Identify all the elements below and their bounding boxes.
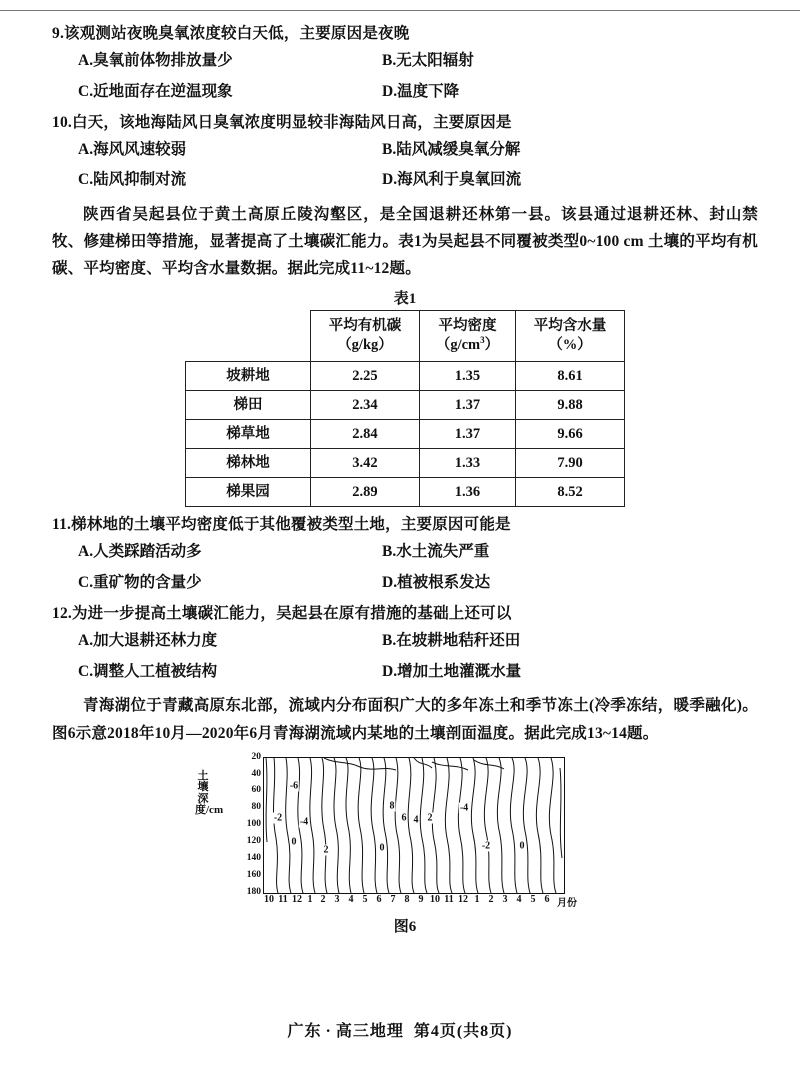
x-tick: 11 — [278, 893, 288, 905]
table-row-name: 梯林地 — [186, 448, 311, 477]
y-tick: 160 — [246, 869, 261, 880]
table-row — [186, 361, 625, 390]
contour-label: -2 — [481, 840, 491, 852]
x-tick: 6 — [544, 893, 550, 905]
question-10-option-d[interactable]: D.海风利于臭氧回流 — [382, 171, 522, 189]
question-12-option-c[interactable]: C.调整人工植被结构 — [78, 662, 218, 680]
footer-page-number: 第4页(共8页) — [413, 1023, 513, 1040]
contour-label: 8 — [389, 800, 395, 812]
table-row-name: 梯田 — [186, 390, 311, 419]
table-corner-cell — [186, 310, 311, 361]
question-11-option-d[interactable]: D.植被根系发达 — [382, 574, 491, 592]
table-cell-carbon: 3.42 — [311, 448, 420, 477]
x-tick: 12 — [292, 893, 302, 905]
y-tick: 20 — [251, 751, 261, 762]
table-1 — [185, 310, 625, 508]
x-tick: 5 — [530, 893, 536, 905]
contour-label: -2 — [273, 812, 283, 824]
question-12-option-b[interactable]: B.在坡耕地秸秆还田 — [382, 631, 521, 649]
table-cell-carbon: 2.89 — [311, 478, 420, 507]
x-tick: 3 — [502, 893, 508, 905]
table-cell-density: 1.36 — [419, 478, 515, 507]
table-row-name: 梯草地 — [186, 419, 311, 448]
table-header-row — [186, 310, 625, 361]
question-9-option-b[interactable]: B.无太阳辐射 — [382, 52, 474, 70]
table-cell-carbon: 2.25 — [311, 361, 420, 390]
table-row — [186, 478, 625, 507]
question-11-option-b[interactable]: B.水土流失严重 — [382, 543, 490, 561]
table-row-name: 梯果园 — [186, 478, 311, 507]
contour-label: 0 — [379, 842, 385, 854]
question-10-option-b[interactable]: B.陆风减缓臭氧分解 — [382, 140, 521, 158]
table-row — [186, 448, 625, 477]
figure-6 — [195, 753, 615, 936]
table-cell-density: 1.35 — [419, 361, 515, 390]
x-tick: 1 — [474, 893, 480, 905]
contour-label: 2 — [427, 812, 433, 824]
contour-label: -4 — [299, 816, 309, 828]
question-11-option-a[interactable]: A.人类踩踏活动多 — [78, 543, 202, 561]
x-tick: 9 — [418, 893, 424, 905]
figure-6-plot — [263, 757, 565, 894]
table-cell-density: 1.37 — [419, 390, 515, 419]
table-header-density-line2: （g/cm — [435, 337, 481, 353]
table-cell-water: 8.61 — [516, 361, 625, 390]
x-tick: 2 — [320, 893, 326, 905]
table-header-density-sup: 3 — [480, 335, 485, 346]
question-12-option-a[interactable]: A.加大退耕还林力度 — [78, 631, 218, 649]
question-12-option-d[interactable]: D.增加土地灌溉水量 — [382, 662, 522, 680]
table-header-density — [419, 310, 515, 361]
table-cell-carbon: 2.84 — [311, 419, 420, 448]
x-tick: 10 — [430, 893, 440, 905]
x-tick: 5 — [362, 893, 368, 905]
question-11-options-row1 — [52, 540, 758, 565]
table-header-density-line1: 平均密度 — [438, 318, 497, 335]
footer-subject: 高三地理 — [335, 1023, 404, 1040]
y-tick: 140 — [246, 852, 261, 863]
question-9-option-d[interactable]: D.温度下降 — [382, 82, 460, 100]
contour-label: 0 — [519, 840, 525, 852]
x-tick: 3 — [334, 893, 340, 905]
y-tick: 120 — [246, 836, 261, 847]
contour-label: 4 — [413, 814, 419, 826]
figure-6-y-axis-label: 土壤深度/cm — [195, 769, 224, 817]
question-11-options-row2 — [52, 571, 758, 596]
x-tick: 12 — [458, 893, 468, 905]
question-9-stem: 9.该观测站夜晚臭氧浓度较白天低，主要原因是夜晚 — [52, 25, 410, 42]
y-tick: 180 — [246, 886, 261, 897]
question-10-option-a[interactable]: A.海风风速较弱 — [78, 140, 187, 158]
table-cell-carbon: 2.34 — [311, 390, 420, 419]
table-1-caption: 表1 — [393, 290, 417, 307]
y-tick: 40 — [251, 768, 261, 779]
footer-separator: · — [325, 1023, 332, 1040]
table-row — [186, 390, 625, 419]
y-tick: 100 — [246, 819, 261, 830]
table-row-name: 坡耕地 — [186, 361, 311, 390]
table-header-water — [516, 310, 625, 361]
x-tick: 2 — [488, 893, 494, 905]
x-tick: 4 — [348, 893, 354, 905]
x-tick: 4 — [516, 893, 522, 905]
table-cell-density: 1.37 — [419, 419, 515, 448]
question-10-stem: 10.白天，该地海陆风日臭氧浓度明显较非海陆风日高，主要原因是 — [52, 113, 512, 131]
table-header-water-line2: （%） — [548, 336, 592, 353]
y-tick: 80 — [251, 802, 261, 813]
table-row — [186, 419, 625, 448]
page-footer — [0, 1018, 800, 1041]
figure-6-y-ticks — [223, 751, 261, 897]
table-cell-density: 1.33 — [419, 448, 515, 477]
table-header-water-line1: 平均含水量 — [533, 318, 607, 335]
x-tick: 8 — [404, 893, 410, 905]
question-9-option-a[interactable]: A.臭氧前体物排放量少 — [78, 52, 233, 70]
x-tick: 10 — [264, 893, 274, 905]
question-9-options-row1 — [52, 49, 758, 74]
question-11-option-c[interactable]: C.重矿物的含量少 — [78, 574, 202, 592]
contour-label: -6 — [289, 780, 299, 792]
question-10-options-row2 — [52, 168, 758, 193]
question-12-stem: 12.为进一步提高土壤碳汇能力，吴起县在原有措施的基础上还可以 — [52, 604, 512, 622]
question-10-options-row1 — [52, 138, 758, 163]
table-header-carbon-line2: （g/kg） — [337, 336, 393, 353]
question-9-options-row2 — [52, 80, 758, 105]
contour-label: 6 — [401, 812, 407, 824]
figure-6-caption: 图6 — [393, 918, 417, 935]
y-tick: 60 — [251, 785, 261, 796]
passage-wuqi: 陕西省吴起县位于黄土高原丘陵沟壑区，是全国退耕还林第一县。该县通过退耕还林、封山禁牧、修建梯田等措施，显著提高了土壤碳汇能力。表1为吴起县不同覆被类型0~100 cm 土壤的平均有机碳、平均密度、平均含水量数据。据此完成11~12题。 — [52, 206, 758, 278]
x-tick: 6 — [376, 893, 382, 905]
question-12-options-row1 — [52, 629, 758, 654]
table-cell-water: 7.90 — [516, 448, 625, 477]
contour-label: -4 — [459, 802, 469, 814]
figure-6-chart — [195, 753, 615, 913]
contour-label: 2 — [323, 844, 329, 856]
x-tick: 11 — [444, 893, 454, 905]
question-11-stem: 11.梯林地的土壤平均密度低于其他覆被类型土地，主要原因可能是 — [52, 516, 511, 534]
table-header-carbon — [311, 310, 420, 361]
table-cell-water: 9.66 — [516, 419, 625, 448]
x-axis-unit-label: 月份 — [557, 897, 577, 909]
contour-label: 0 — [291, 836, 297, 848]
x-tick: 7 — [390, 893, 396, 905]
x-tick: 1 — [307, 893, 313, 905]
page-top-rule — [0, 10, 800, 11]
table-header-density-line2b: ） — [484, 337, 500, 353]
figure-6-x-ticks — [263, 894, 583, 908]
table-header-carbon-line1: 平均有机碳 — [328, 318, 402, 335]
table-cell-water: 8.52 — [516, 478, 625, 507]
question-9-option-c[interactable]: C.近地面存在逆温现象 — [78, 82, 233, 100]
table-cell-water: 9.88 — [516, 390, 625, 419]
footer-region: 广东 — [287, 1023, 322, 1040]
question-12-options-row2 — [52, 660, 758, 685]
passage-qinghai: 青海湖位于青藏高原东北部，流域内分布面积广大的多年冻土和季节冻土(冷季冻结，暖季融化)。图6示意2018年10月—2020年6月青海湖流域内某地的土壤剖面温度。据此完成13~14题。 — [52, 697, 758, 742]
question-10-option-c[interactable]: C.陆风抑制对流 — [78, 171, 187, 189]
